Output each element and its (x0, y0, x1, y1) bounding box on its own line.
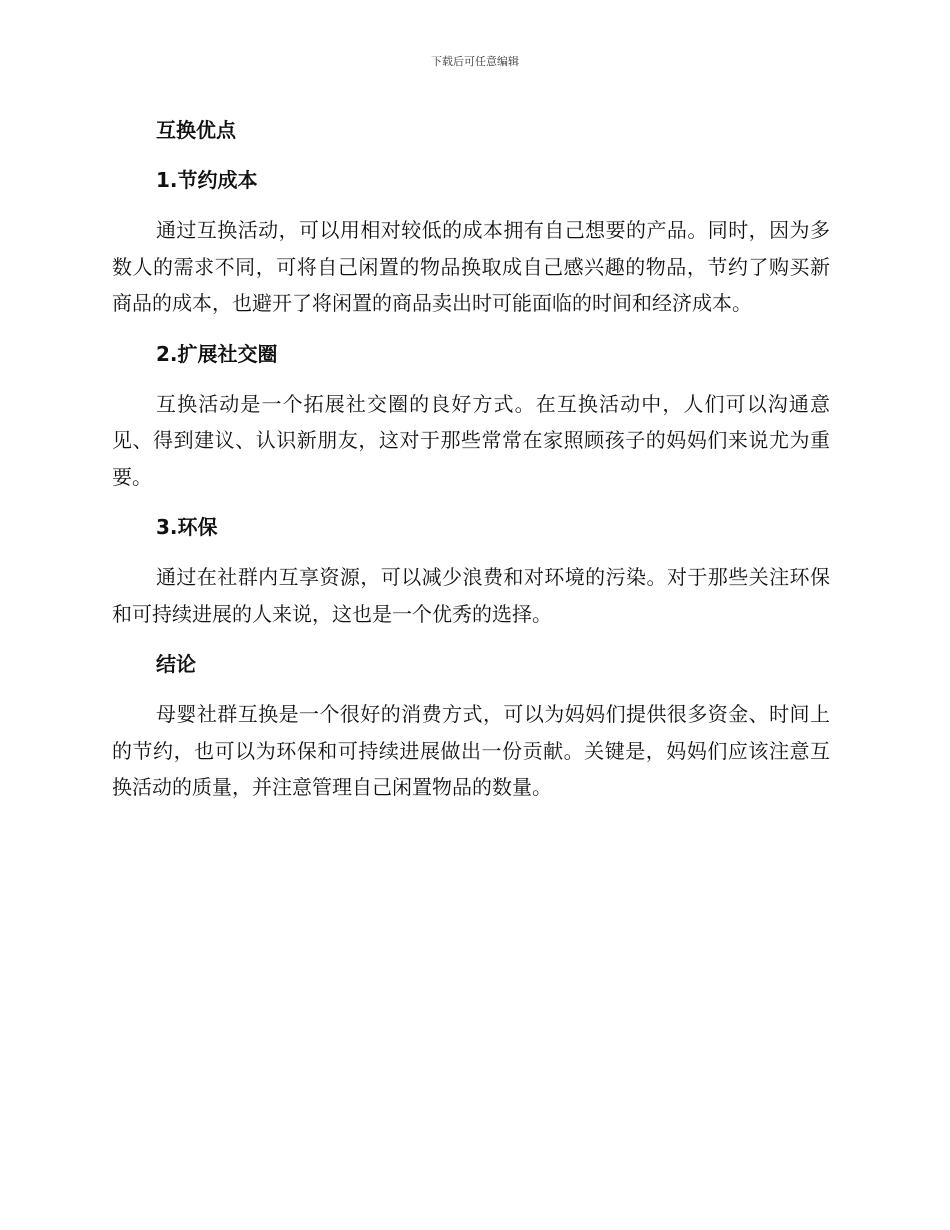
section-heading-advantages: 互换优点 (156, 118, 236, 142)
paragraph-save-cost: 通过互换活动，可以用相对较低的成本拥有自己想要的产品。同时，因为多数人的需求不同，可将自己闲置的物品换取成自己感兴趣的物品，节约了购买新商品的成本，也避开了将闲置的商品卖出时可能面临的时间和经济成本。 (112, 218, 830, 315)
page-header: 下载后可任意编辑 (431, 55, 519, 68)
paragraph-social-circle: 互换活动是一个拓展社交圈的良好方式。在互换活动中，人们可以沟通意见、得到建议、认识新朋友，这对于那些常常在家照顾孩子的妈妈们来说尤为重要。 (112, 391, 830, 489)
section-heading-save-cost: 1.节约成本 (156, 168, 258, 192)
paragraph-environment: 通过在社群内互享资源，可以减少浪费和对环境的污染。对于那些关注环保和可持续进展的人来说，这也是一个优秀的选择。 (112, 565, 830, 626)
paragraph-conclusion: 母婴社群互换是一个很好的消费方式，可以为妈妈们提供很多资金、时间上的节约，也可以为环保和可持续进展做出一份贡献。关键是，妈妈们应该注意互换活动的质量，并注意管理自己闲置物品的数量。 (112, 702, 830, 799)
document-body (112, 112, 830, 820)
section-heading-environment: 3.环保 (156, 515, 218, 539)
section-heading-social-circle: 2.扩展社交圈 (156, 341, 278, 366)
section-heading-conclusion: 结论 (156, 652, 196, 676)
